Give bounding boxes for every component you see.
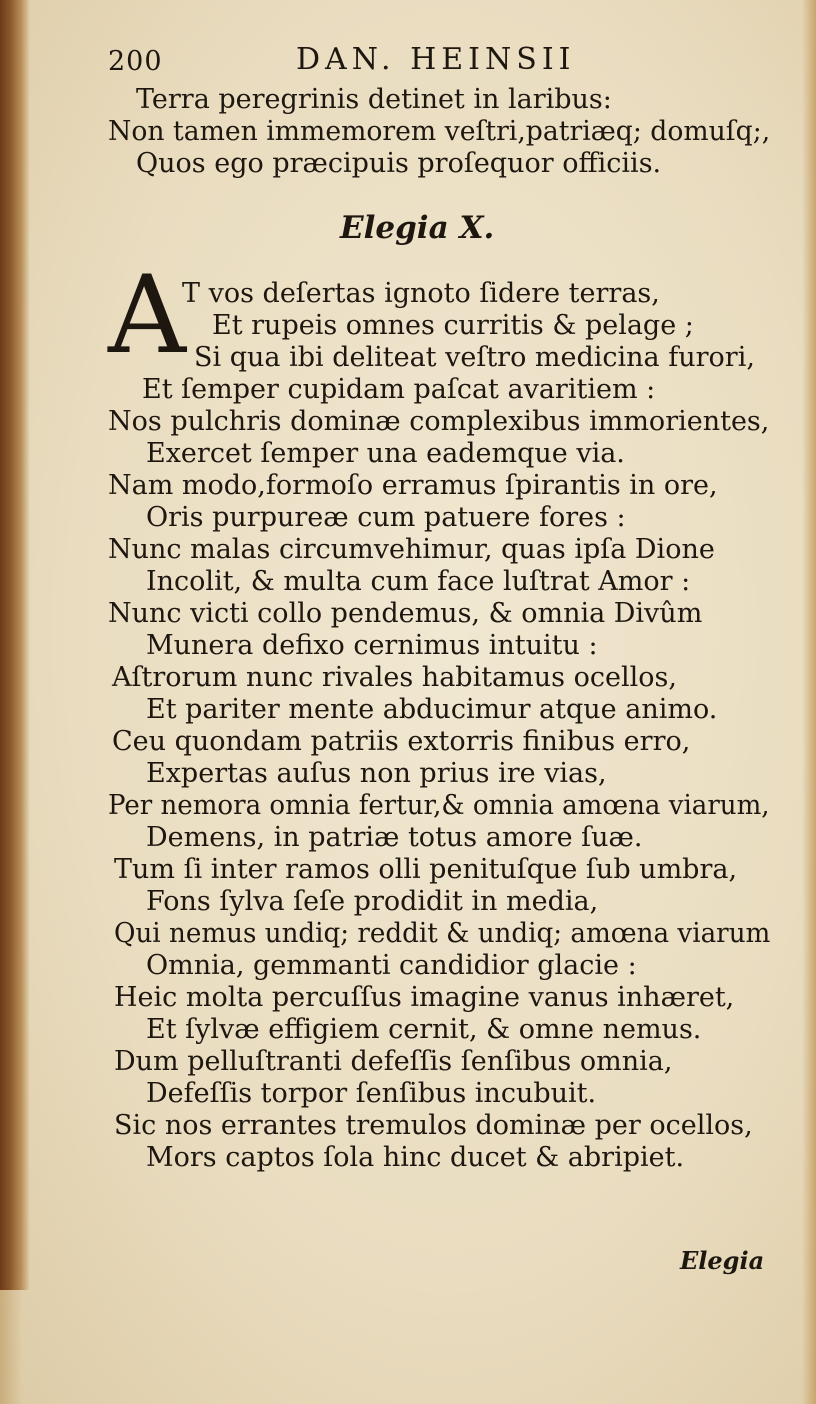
poem-line: Tum ſi inter ramos olli penituſque ſub umbra,	[114, 854, 738, 885]
poem-line: Et ſemper cupidam paſcat avaritiem :	[142, 374, 656, 405]
page-header	[108, 42, 628, 82]
intro-line: Terra peregrinis detinet in laribus:	[136, 84, 612, 115]
poem-line: Nunc victi collo pendemus, & omnia Divûm	[108, 598, 703, 629]
running-head: DAN. HEINSII	[296, 42, 576, 77]
poem-line: Nos pulchris dominæ complexibus immorientes,	[108, 406, 770, 437]
poem-line: Incolit, & multa cum face luſtrat Amor :	[146, 566, 691, 597]
poem-line: Defeſſis torpor ſenſibus incubuit.	[146, 1078, 597, 1109]
page-number: 200	[108, 46, 163, 77]
poem-line: Omnia, gemmanti candidior glacie :	[146, 950, 637, 981]
poem-line: Oris purpureæ cum patuere fores :	[146, 502, 626, 533]
poem-line: Aſtrorum nunc rivales habitamus ocellos,	[112, 662, 677, 693]
poem-line: Fons ſylva ſeſe prodidit in media,	[146, 886, 599, 917]
poem-line: Per nemora omnia fertur,& omnia amœna viarum,	[108, 790, 770, 821]
poem-line: Exercet ſemper una eademque via.	[146, 438, 625, 469]
elegy-title: Elegia X.	[340, 210, 495, 246]
page-edge	[802, 0, 816, 1404]
intro-line: Non tamen immemorem veſtri,patriæq; domuſq;,	[108, 116, 771, 147]
poem-line: Ceu quondam patriis extorris finibus erro,	[112, 726, 691, 757]
poem-line: Si qua ibi deliteat veſtro medicina furori,	[194, 342, 755, 373]
binding-gutter	[0, 0, 30, 1290]
poem-line: Mors captos ſola hinc ducet & abripiet.	[146, 1142, 685, 1173]
poem-line: Demens, in patriæ totus amore ſuæ.	[146, 822, 643, 853]
poem-line: Sic nos errantes tremulos dominæ per ocellos,	[114, 1110, 753, 1141]
catchword: Elegia	[680, 1246, 765, 1275]
poem-line: Et rupeis omnes curritis & pelage ;	[212, 310, 694, 341]
poem-line: T vos deſertas ignoto ſidere terras,	[182, 278, 660, 309]
poem-line: Et pariter mente abducimur atque animo.	[146, 694, 718, 725]
poem-line: Munera defixo cernimus intuitu :	[146, 630, 598, 661]
poem-line: Nunc malas circumvehimur, quas ipſa Dione	[108, 534, 715, 565]
poem-line: Nam modo,formoſo erramus ſpirantis in ore,	[108, 470, 718, 501]
poem-line: Et ſylvæ effigiem cernit, & omne nemus.	[146, 1014, 702, 1045]
intro-line: Quos ego præcipuis proſequor officiis.	[136, 148, 662, 179]
binding-edge	[0, 1290, 22, 1404]
poem-line: Dum pelluſtranti defeſſis ſenſibus omnia,	[114, 1046, 673, 1077]
poem-line: Expertas auſus non prius ire vias,	[146, 758, 607, 789]
poem-line: Qui nemus undiq; reddit & undiq; amœna viarum	[114, 918, 771, 949]
drop-cap: A	[108, 253, 186, 378]
poem-line: Heic molta percuſſus imagine vanus inhæret,	[114, 982, 735, 1013]
